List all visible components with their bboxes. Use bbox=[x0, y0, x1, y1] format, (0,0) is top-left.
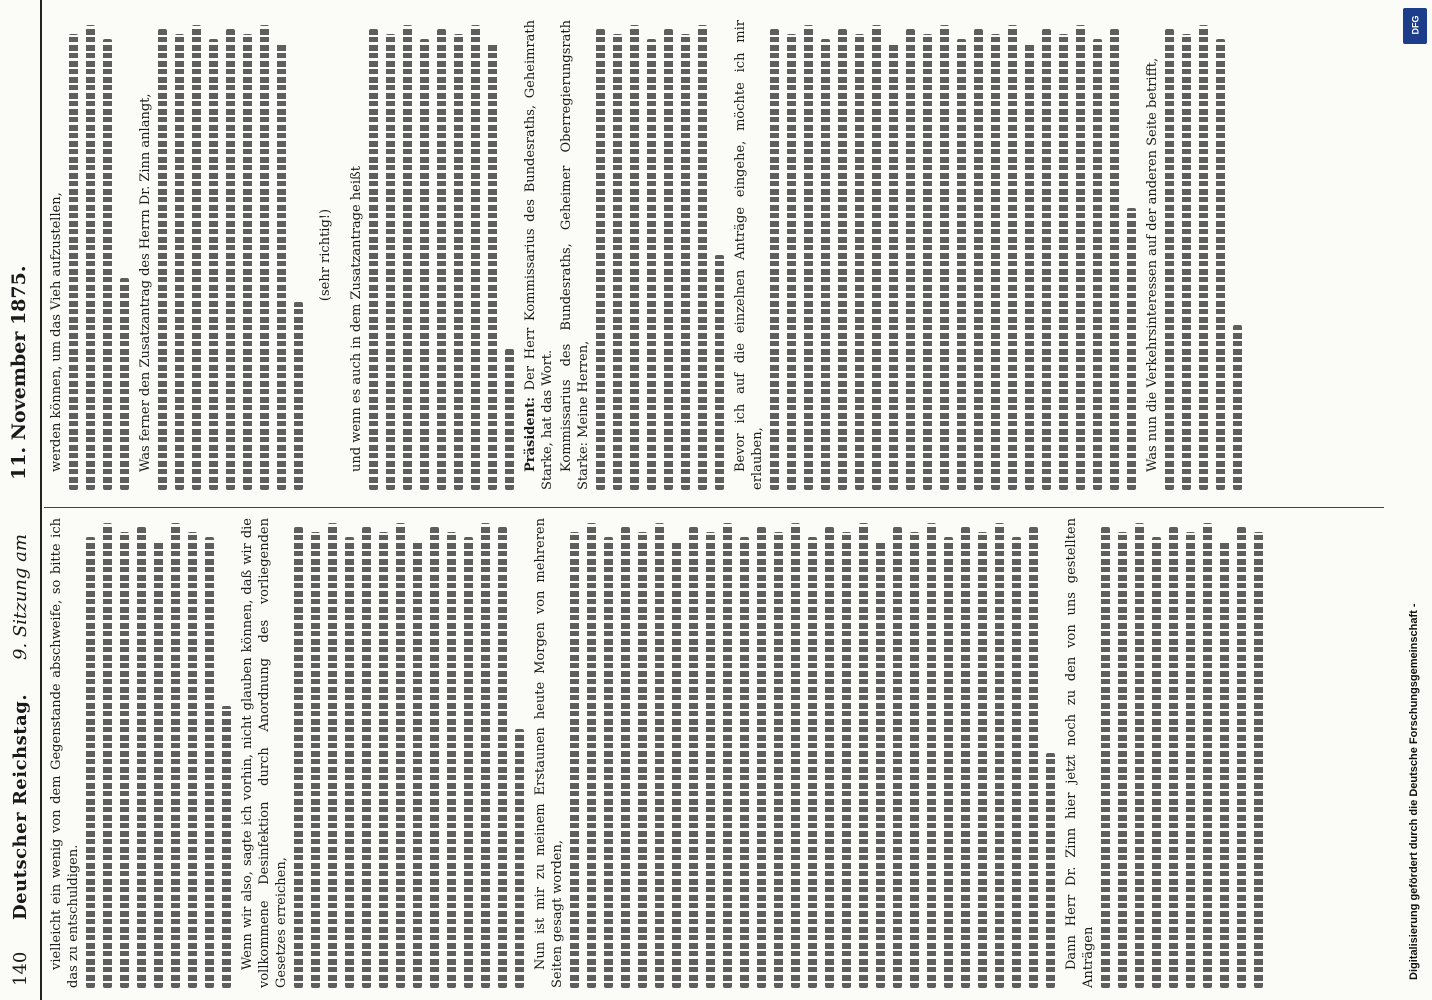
left-paragraph: vielleicht ein wenig von dem Gegenstande abschweife, so bitte ich das zu entschuldigen. bbox=[49, 518, 81, 988]
illegible-text-block bbox=[570, 518, 1055, 988]
page-number: 140 bbox=[10, 951, 31, 986]
illegible-text-block bbox=[1165, 20, 1242, 490]
digitization-credit bbox=[1400, 20, 1430, 980]
page-header bbox=[0, 0, 42, 1000]
right-paragraph: Bevor ich auf die einzelnen Anträge eingehe, möchte ich mir erlauben, bbox=[733, 20, 765, 490]
session-label: 9. Sitzung am bbox=[10, 534, 31, 660]
illegible-text-block bbox=[770, 20, 1136, 490]
speaker-text: Der Herr Kommissarius des Bundesraths, Geheimrath Starke, hat das Wort. bbox=[523, 20, 555, 490]
right-paragraph: Was ferner den Zusatzantrag des Herrn Dr. Zinn anlangt, bbox=[138, 93, 153, 472]
right-paragraph: und wenn es auch in dem Zusatzantrage heißt bbox=[349, 166, 364, 472]
left-paragraph: Dann Herr Dr. Zinn hier jetzt noch zu den von uns gestellten Anträgen bbox=[1064, 518, 1096, 988]
right-paragraph: Kommissarius des Bundesraths, Geheimer Oberregierungsrath Starke: Meine Herren, bbox=[559, 20, 591, 490]
interjection: (sehr richtig!) bbox=[318, 208, 333, 302]
president-statement bbox=[522, 20, 556, 490]
left-paragraph: Nun ist mir zu meinem Erstaunen heute Morgen von mehreren Seiten gesagt worden, bbox=[533, 518, 565, 988]
publication-title: Deutscher Reichstag. bbox=[10, 693, 31, 920]
illegible-text-block bbox=[86, 518, 231, 988]
session-date: 11. November 1875. bbox=[8, 265, 30, 480]
credit-text: Digitalisierung gefördert durch die Deutsche Forschungsgemeinschaft - bbox=[1408, 603, 1420, 980]
left-paragraph: Wenn wir also, sagte ich vorhin, nicht glauben können, daß wir die vollkommene Desinfektion durch Anordnung des vorliegenden Gesetzes erreichen, bbox=[240, 518, 289, 988]
right-column bbox=[48, 20, 1378, 490]
right-paragraph: werden können, um das Vieh aufzustellen, bbox=[49, 192, 64, 472]
speaker-label: Präsident: bbox=[523, 397, 538, 472]
illegible-text-block bbox=[369, 20, 514, 490]
right-paragraph: Was nun die Verkehrsinteressen auf der anderen Seite betrifft, bbox=[1145, 57, 1160, 472]
illegible-text-block bbox=[596, 20, 724, 490]
illegible-text-block bbox=[69, 20, 129, 490]
dfg-logo-text: DFG bbox=[1410, 15, 1421, 35]
illegible-text-block bbox=[294, 518, 524, 988]
illegible-text-block bbox=[158, 20, 303, 490]
illegible-text-block bbox=[1101, 518, 1263, 988]
column-divider bbox=[44, 507, 1384, 508]
left-column bbox=[48, 518, 1378, 988]
